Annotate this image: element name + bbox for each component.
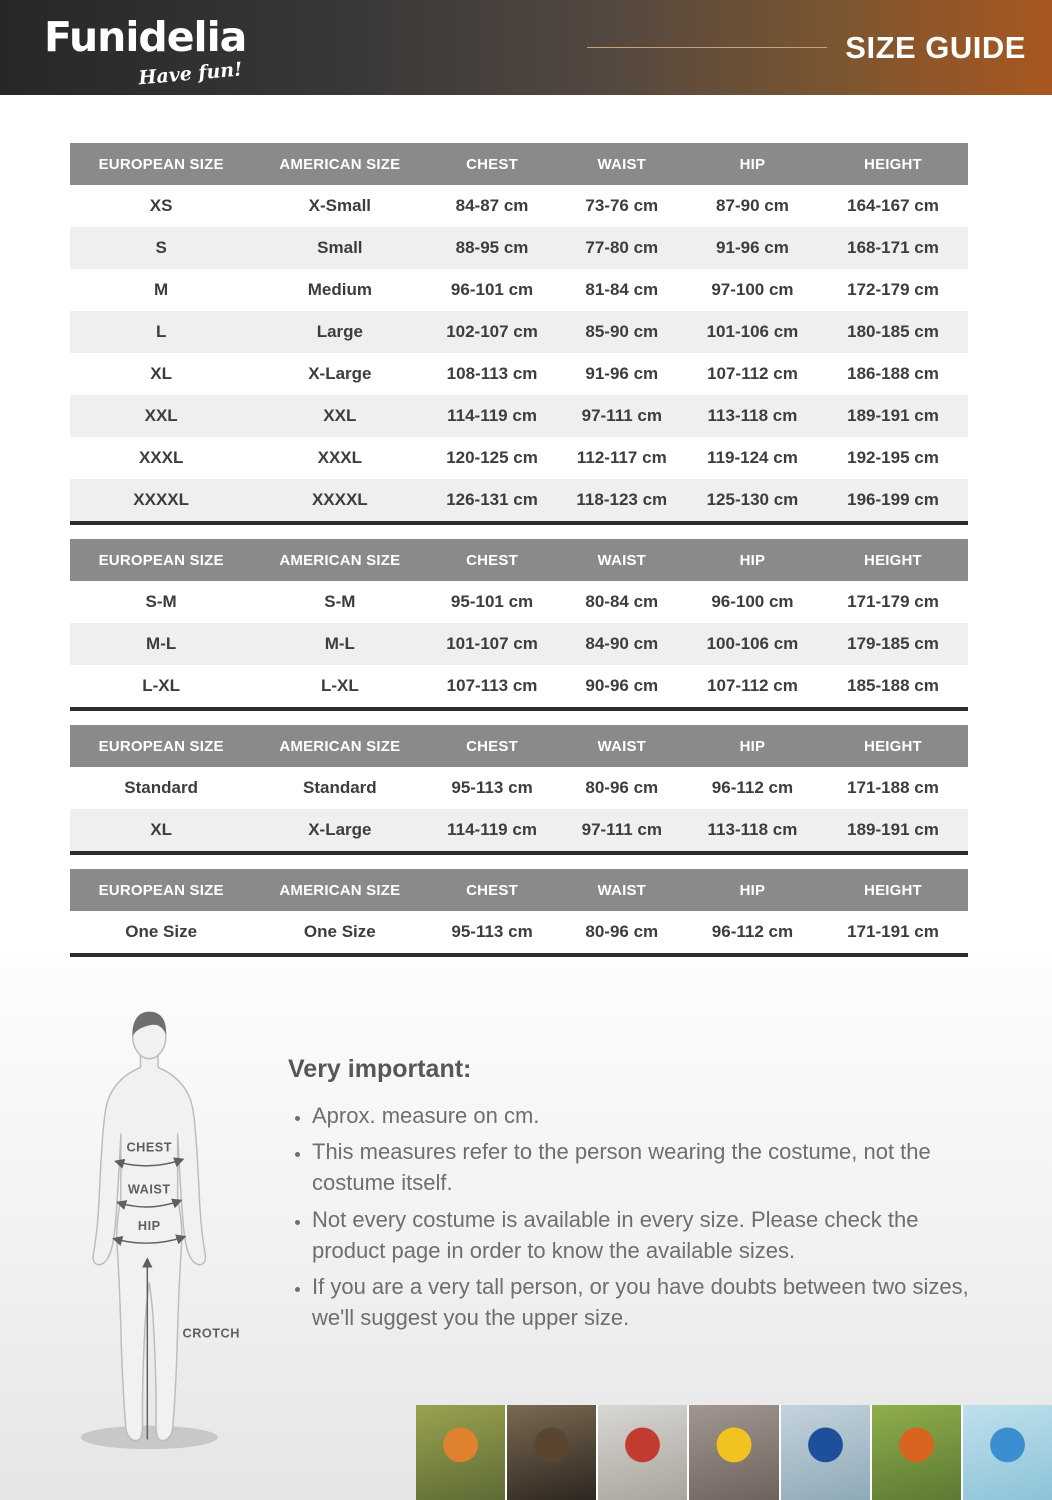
table-cell: 196-199 cm [818, 479, 968, 523]
costume-photo-smurfs-family [963, 1405, 1052, 1500]
table-cell: X-Large [252, 353, 427, 395]
column-header: HIP [687, 725, 818, 767]
waist-label: WAIST [127, 1181, 171, 1197]
notes-heading: Very important: [288, 1055, 472, 1083]
table-row [70, 623, 968, 665]
column-header: CHEST [427, 869, 556, 911]
note-item: • Aprox. measure on cm. [312, 1100, 978, 1131]
figure-shadow [81, 1426, 218, 1449]
table-cell: 114-119 cm [427, 809, 556, 853]
table-cell: 180-185 cm [818, 311, 968, 353]
table-cell: Standard [70, 767, 252, 809]
table-cell: 189-191 cm [818, 809, 968, 853]
column-header: HIP [687, 869, 818, 911]
table-cell: Large [252, 311, 427, 353]
male-body-silhouette [93, 1054, 205, 1441]
table-cell: L [70, 311, 252, 353]
funidelia-logo [44, 12, 247, 89]
table-cell: 107-112 cm [687, 665, 818, 709]
table-cell: M [70, 269, 252, 311]
table-cell: 80-96 cm [557, 911, 687, 955]
costume-photo-pacman-group [689, 1405, 778, 1500]
logo-wordmark: Funidelia [44, 12, 247, 61]
table-row [70, 809, 968, 853]
table-cell: XS [70, 185, 252, 227]
table-cell: 102-107 cm [427, 311, 556, 353]
table-cell: S-M [70, 581, 252, 623]
table-cell: 100-106 cm [687, 623, 818, 665]
note-item: • This measures refer to the person wearing the costume, not the costume itself. [312, 1136, 978, 1198]
column-header: CHEST [427, 143, 556, 185]
table-cell: 84-90 cm [557, 623, 687, 665]
table-cell: 108-113 cm [427, 353, 556, 395]
table-cell: 97-111 cm [557, 395, 687, 437]
column-header: HIP [687, 539, 818, 581]
column-header: AMERICAN SIZE [252, 725, 427, 767]
table-row [70, 269, 968, 311]
hip-label: HIP [137, 1217, 161, 1233]
crotch-label: CROTCH [182, 1325, 240, 1341]
table-cell: 186-188 cm [818, 353, 968, 395]
column-header: HEIGHT [818, 539, 968, 581]
table-cell: X-Small [252, 185, 427, 227]
header-title-group [587, 30, 1026, 66]
column-header: EUROPEAN SIZE [70, 539, 252, 581]
table-row [70, 581, 968, 623]
size-table-one-size [70, 869, 968, 957]
costume-photo-master-roshi [416, 1405, 505, 1500]
note-item: • Not every costume is available in every size. Please check the product page in order to know the available sizes. [312, 1204, 978, 1266]
table-cell: 96-101 cm [427, 269, 556, 311]
table-cell: 91-96 cm [687, 227, 818, 269]
table-cell: S-M [252, 581, 427, 623]
table-cell: 114-119 cm [427, 395, 556, 437]
column-header: AMERICAN SIZE [252, 869, 427, 911]
table-cell: 80-84 cm [557, 581, 687, 623]
column-header: WAIST [557, 539, 687, 581]
table-row [70, 911, 968, 955]
table-cell: 172-179 cm [818, 269, 968, 311]
important-notes [288, 1055, 978, 1339]
table-cell: XXL [252, 395, 427, 437]
column-header: HEIGHT [818, 725, 968, 767]
table-cell: 119-124 cm [687, 437, 818, 479]
chest-label: CHEST [126, 1139, 173, 1155]
table-cell: XXXL [70, 437, 252, 479]
table-cell: 96-100 cm [687, 581, 818, 623]
logo-tagline: Have fun! [137, 57, 244, 89]
note-item: • If you are a very tall person, or you have doubts between two sizes, we'll suggest you the upper size. [312, 1271, 978, 1333]
table-header-row [70, 869, 968, 911]
table-row [70, 227, 968, 269]
table-cell: M-L [252, 623, 427, 665]
column-header: WAIST [557, 725, 687, 767]
column-header: EUROPEAN SIZE [70, 143, 252, 185]
table-cell: 97-100 cm [687, 269, 818, 311]
table-cell: 171-188 cm [818, 767, 968, 809]
table-cell: 192-195 cm [818, 437, 968, 479]
table-cell: Medium [252, 269, 427, 311]
table-row [70, 665, 968, 709]
table-cell: 85-90 cm [557, 311, 687, 353]
table-cell: 95-113 cm [427, 767, 556, 809]
table-cell: 185-188 cm [818, 665, 968, 709]
table-cell: 112-117 cm [557, 437, 687, 479]
table-cell: 168-171 cm [818, 227, 968, 269]
column-header: HIP [687, 143, 818, 185]
table-cell: One Size [252, 911, 427, 955]
table-cell: 107-113 cm [427, 665, 556, 709]
column-header: HEIGHT [818, 869, 968, 911]
table-cell: One Size [70, 911, 252, 955]
table-cell: 101-107 cm [427, 623, 556, 665]
table-cell: 118-123 cm [557, 479, 687, 523]
table-cell: 97-111 cm [557, 809, 687, 853]
column-header: CHEST [427, 539, 556, 581]
table-cell: 81-84 cm [557, 269, 687, 311]
table-cell: 189-191 cm [818, 395, 968, 437]
costume-photo-pj-masks-catboy [781, 1405, 870, 1500]
notes-list [288, 1100, 978, 1334]
table-header-row [70, 725, 968, 767]
column-header: EUROPEAN SIZE [70, 869, 252, 911]
header-accent-line [587, 47, 827, 48]
table-cell: 113-118 cm [687, 809, 818, 853]
table-cell: 95-113 cm [427, 911, 556, 955]
table-cell: 95-101 cm [427, 581, 556, 623]
table-cell: L-XL [252, 665, 427, 709]
costume-photo-power-rangers [598, 1405, 687, 1500]
table-row [70, 479, 968, 523]
table-cell: L-XL [70, 665, 252, 709]
table-cell: 73-76 cm [557, 185, 687, 227]
table-header-row [70, 539, 968, 581]
table-cell: 88-95 cm [427, 227, 556, 269]
costume-photo-blanka [872, 1405, 961, 1500]
table-row [70, 767, 968, 809]
bottom-section [0, 957, 1052, 1500]
table-cell: XXXXL [252, 479, 427, 523]
column-header: AMERICAN SIZE [252, 143, 427, 185]
table-cell: 171-191 cm [818, 911, 968, 955]
table-cell: 101-106 cm [687, 311, 818, 353]
table-cell: XXXL [252, 437, 427, 479]
page-header [0, 0, 1052, 95]
table-cell: XXL [70, 395, 252, 437]
table-cell: 179-185 cm [818, 623, 968, 665]
table-row [70, 311, 968, 353]
table-row [70, 353, 968, 395]
column-header: CHEST [427, 725, 556, 767]
page-title: SIZE GUIDE [845, 29, 1026, 65]
table-cell: 113-118 cm [687, 395, 818, 437]
table-cell: XXXXL [70, 479, 252, 523]
table-cell: 126-131 cm [427, 479, 556, 523]
size-table-combined [70, 539, 968, 711]
column-header: EUROPEAN SIZE [70, 725, 252, 767]
size-table-standard [70, 725, 968, 855]
table-cell: 87-90 cm [687, 185, 818, 227]
size-tables-section [0, 95, 1052, 957]
table-row [70, 395, 968, 437]
table-cell: Small [252, 227, 427, 269]
column-header: WAIST [557, 869, 687, 911]
size-table-adult [70, 143, 968, 525]
table-cell: 80-96 cm [557, 767, 687, 809]
table-cell: M-L [70, 623, 252, 665]
column-header: AMERICAN SIZE [252, 539, 427, 581]
table-cell: 125-130 cm [687, 479, 818, 523]
table-cell: S [70, 227, 252, 269]
table-row [70, 437, 968, 479]
costume-photo-chewbacca-group [507, 1405, 596, 1500]
table-row [70, 185, 968, 227]
table-header-row [70, 143, 968, 185]
table-cell: 77-80 cm [557, 227, 687, 269]
column-header: HEIGHT [818, 143, 968, 185]
photo-strip [416, 1405, 1052, 1500]
table-cell: 107-112 cm [687, 353, 818, 395]
table-cell: 171-179 cm [818, 581, 968, 623]
table-cell: 96-112 cm [687, 911, 818, 955]
table-cell: XL [70, 353, 252, 395]
table-cell: 91-96 cm [557, 353, 687, 395]
table-cell: 84-87 cm [427, 185, 556, 227]
column-header: WAIST [557, 143, 687, 185]
table-cell: XL [70, 809, 252, 853]
table-cell: 90-96 cm [557, 665, 687, 709]
table-cell: 96-112 cm [687, 767, 818, 809]
table-cell: X-Large [252, 809, 427, 853]
table-cell: 120-125 cm [427, 437, 556, 479]
table-cell: Standard [252, 767, 427, 809]
table-cell: 164-167 cm [818, 185, 968, 227]
